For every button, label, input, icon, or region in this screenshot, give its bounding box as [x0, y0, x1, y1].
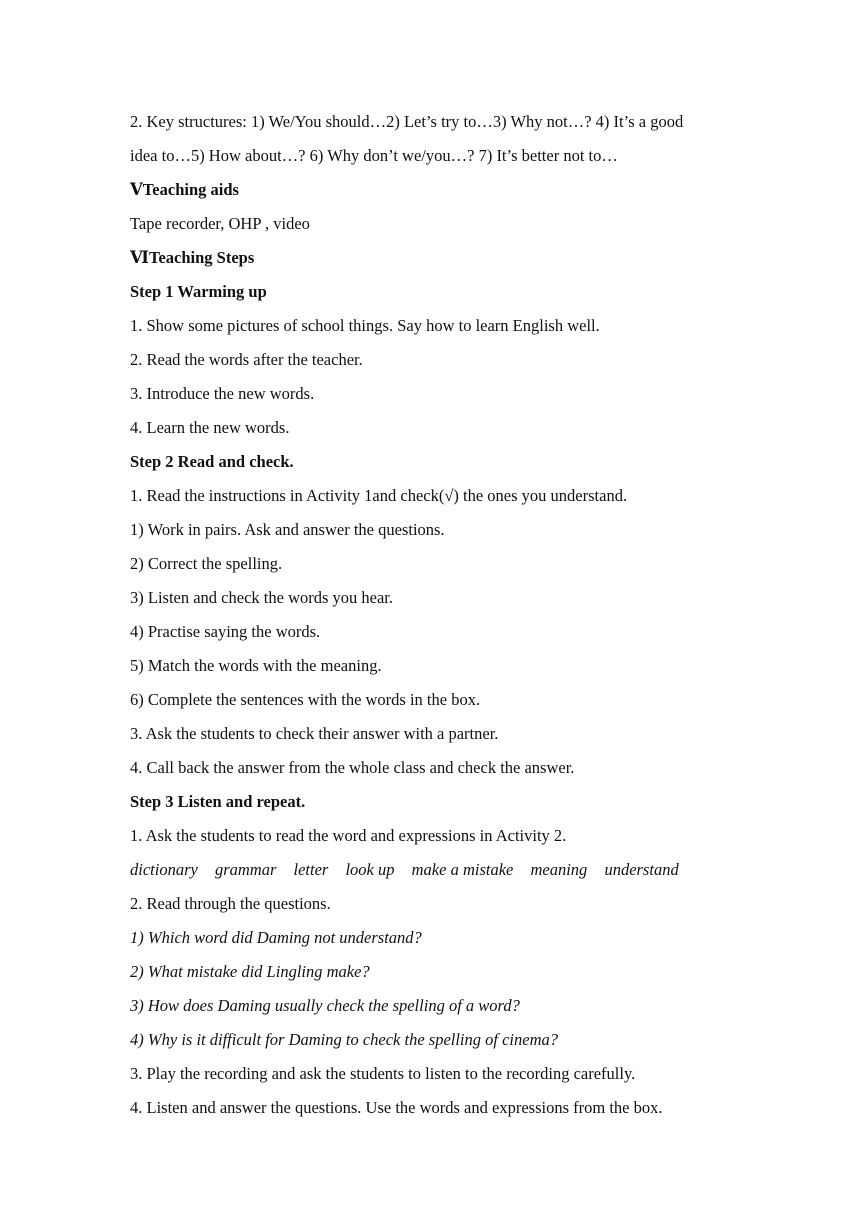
step-2-item-4: 3) Listen and check the words you hear.	[130, 588, 394, 607]
question-2: 2) What mistake did Lingling make?	[130, 962, 370, 981]
question-3: 3) How does Daming usually check the spelling of a word?	[130, 996, 520, 1015]
step-1-item-2: 2. Read the words after the teacher.	[130, 350, 363, 369]
word-list	[130, 853, 730, 887]
word-item: make a mistake	[411, 860, 514, 879]
step-3-item-1: 1. Ask the students to read the word and expressions in Activity 2.	[130, 826, 567, 845]
question-1: 1) Which word did Daming not understand?	[130, 928, 422, 947]
step-1-item-1: 1. Show some pictures of school things. Say how to learn English well.	[130, 316, 600, 335]
step-1-item-3: 3. Introduce the new words.	[130, 384, 315, 403]
document-page	[130, 105, 730, 1125]
word-item: letter	[293, 860, 329, 879]
step-3-item-2: 2. Read through the questions.	[130, 894, 331, 913]
word-item: meaning	[530, 860, 588, 879]
step-2-item-8: 3. Ask the students to check their answer with a partner.	[130, 724, 499, 743]
word-item: understand	[604, 860, 679, 879]
step-2-item-2: 1) Work in pairs. Ask and answer the questions.	[130, 520, 445, 539]
step-2-item-7: 6) Complete the sentences with the words in the box.	[130, 690, 481, 709]
teaching-aids-text: Tape recorder, OHP , video	[130, 214, 310, 233]
step-2-item-1: 1. Read the instructions in Activity 1and check(√) the ones you understand.	[130, 486, 628, 505]
section-heading-teaching-steps: ⅥTeaching Steps	[130, 248, 255, 267]
word-item: look up	[345, 860, 395, 879]
step-2-item-5: 4) Practise saying the words.	[130, 622, 321, 641]
step-1-item-4: 4. Learn the new words.	[130, 418, 290, 437]
word-item: dictionary	[130, 860, 198, 879]
step-3-item-4: 4. Listen and answer the questions. Use the words and expressions from the box.	[130, 1098, 663, 1117]
step-2-item-3: 2) Correct the spelling.	[130, 554, 283, 573]
step-2-heading: Step 2 Read and check.	[130, 452, 294, 471]
key-structures-line-2: idea to…5) How about…? 6) Why don’t we/you…? 7) It’s better not to…	[130, 146, 618, 165]
step-3-heading: Step 3 Listen and repeat.	[130, 792, 306, 811]
step-2-item-6: 5) Match the words with the meaning.	[130, 656, 382, 675]
question-4: 4) Why is it difficult for Daming to check the spelling of cinema?	[130, 1030, 559, 1049]
step-3-item-3: 3. Play the recording and ask the students to listen to the recording carefully.	[130, 1064, 636, 1083]
step-2-item-9: 4. Call back the answer from the whole class and check the answer.	[130, 758, 575, 777]
word-item: grammar	[214, 860, 277, 879]
section-heading-teaching-aids: ⅤTeaching aids	[130, 180, 239, 199]
key-structures-line-1: 2. Key structures: 1) We/You should…2) Let’s try to…3) Why not…? 4) It’s a good	[130, 112, 684, 131]
step-1-heading: Step 1 Warming up	[130, 282, 267, 301]
